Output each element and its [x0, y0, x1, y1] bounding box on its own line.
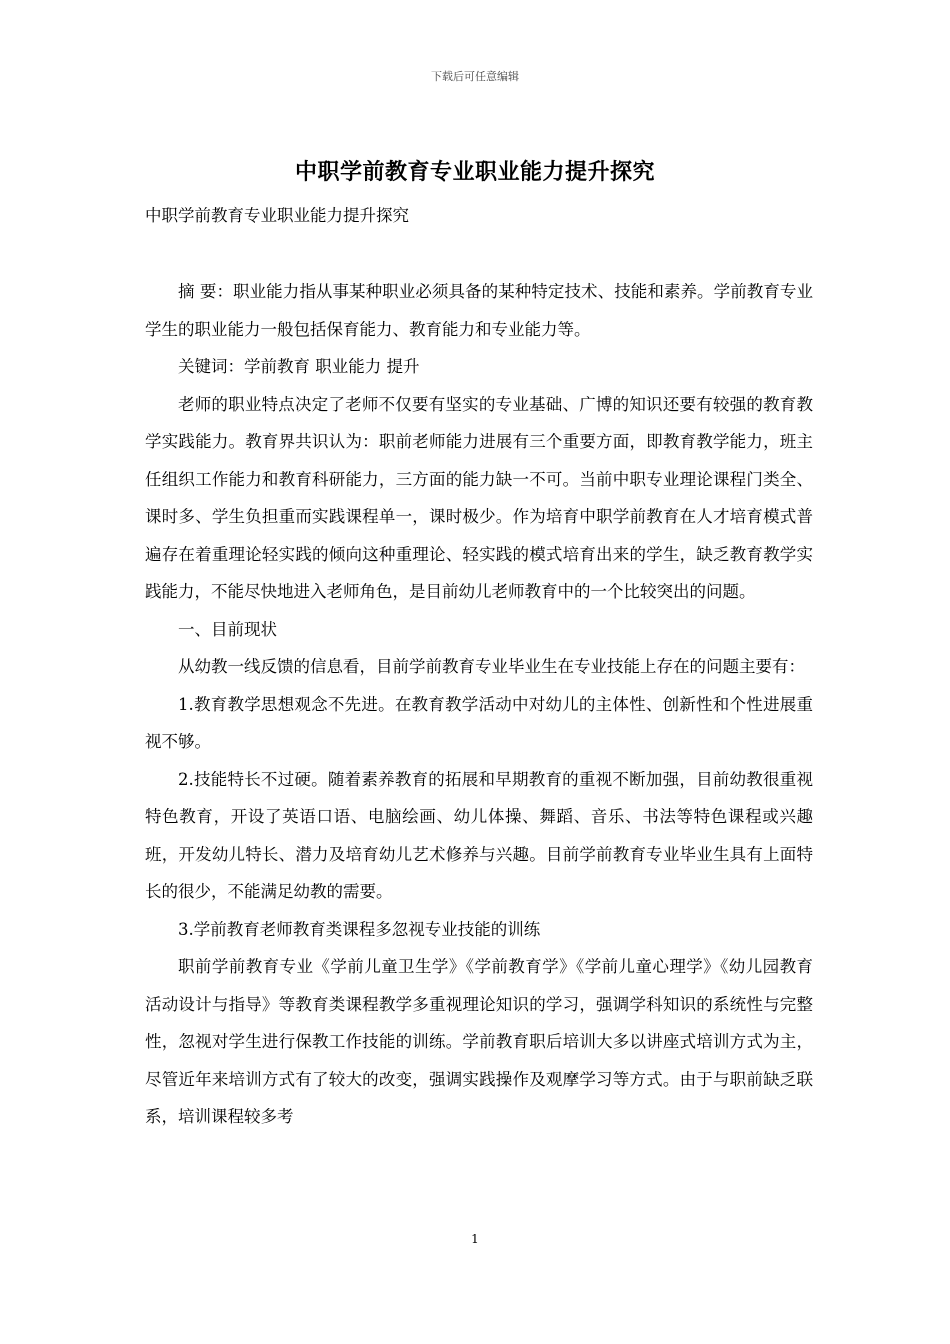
page-number: 1	[471, 1232, 479, 1246]
body-paragraph: 老师的职业特点决定了老师不仅要有坚实的专业基础、广博的知识还要有较强的教育教学实践能力。教育界共识认为：职前老师能力进展有三个重要方面，即教育教学能力，班主任组织工作能力和教育科研能力，三方面的能力缺一不可。当前中职专业理论课程门类全、课时多、学生负担重而实践课程单一，课时极少。作为培育中职学前教育在人才培育模式普遍存在着重理论轻实践的倾向这种重理论、轻实践的模式培育出来的学生，缺乏教育教学实践能力，不能尽快地进入老师角色，是目前幼儿老师教育中的一个比较突出的问题。	[145, 394, 813, 601]
list-item-paragraph: 2.技能特长不过硬。随着素养教育的拓展和早期教育的重视不断加强，目前幼教很重视特色教育，开设了英语口语、电脑绘画、幼儿体操、舞蹈、音乐、书法等特色课程或兴趣班，开发幼儿特长、潜力及培育幼儿艺术修养与兴趣。目前学前教育专业毕业生具有上面特长的很少，不能满足幼教的需要。	[145, 769, 813, 901]
list-item-paragraph: 3.学前教育老师教育类课程多忽视专业技能的训练	[178, 919, 541, 939]
list-item-paragraph: 1.教育教学思想观念不先进。在教育教学活动中对幼儿的主体性、创新性和个性进展重视不够。	[145, 694, 813, 751]
document-body	[145, 273, 813, 1136]
document-subtitle: 中职学前教育专业职业能力提升探究	[145, 206, 409, 225]
abstract-paragraph: 摘 要：职业能力指从事某种职业必须具备的某种特定技术、技能和素养。学前教育专业学生的职业能力一般包括保育能力、教育能力和专业能力等。	[145, 282, 813, 339]
document-title: 中职学前教育专业职业能力提升探究	[294, 159, 655, 185]
body-paragraph: 职前学前教育专业《学前儿童卫生学》《学前教育学》《学前儿童心理学》《幼儿园教育活动设计与指导》等教育类课程教学多重视理论知识的学习，强调学科知识的系统性与完整性，忽视对学生进行保教工作技能的训练。学前教育职后培训大多以讲座式培训方式为主，尽管近年来培训方式有了较大的改变，强调实践操作及观摩学习等方式。由于与职前缺乏联系，培训课程较多考	[145, 957, 813, 1126]
body-paragraph: 从幼教一线反馈的信息看，目前学前教育专业毕业生在专业技能上存在的问题主要有：	[178, 657, 805, 676]
header-note: 下载后可任意编辑	[431, 70, 519, 83]
section-heading: 一、目前现状	[178, 619, 277, 639]
keywords-paragraph: 关键词：学前教育 职业能力 提升	[178, 357, 420, 376]
